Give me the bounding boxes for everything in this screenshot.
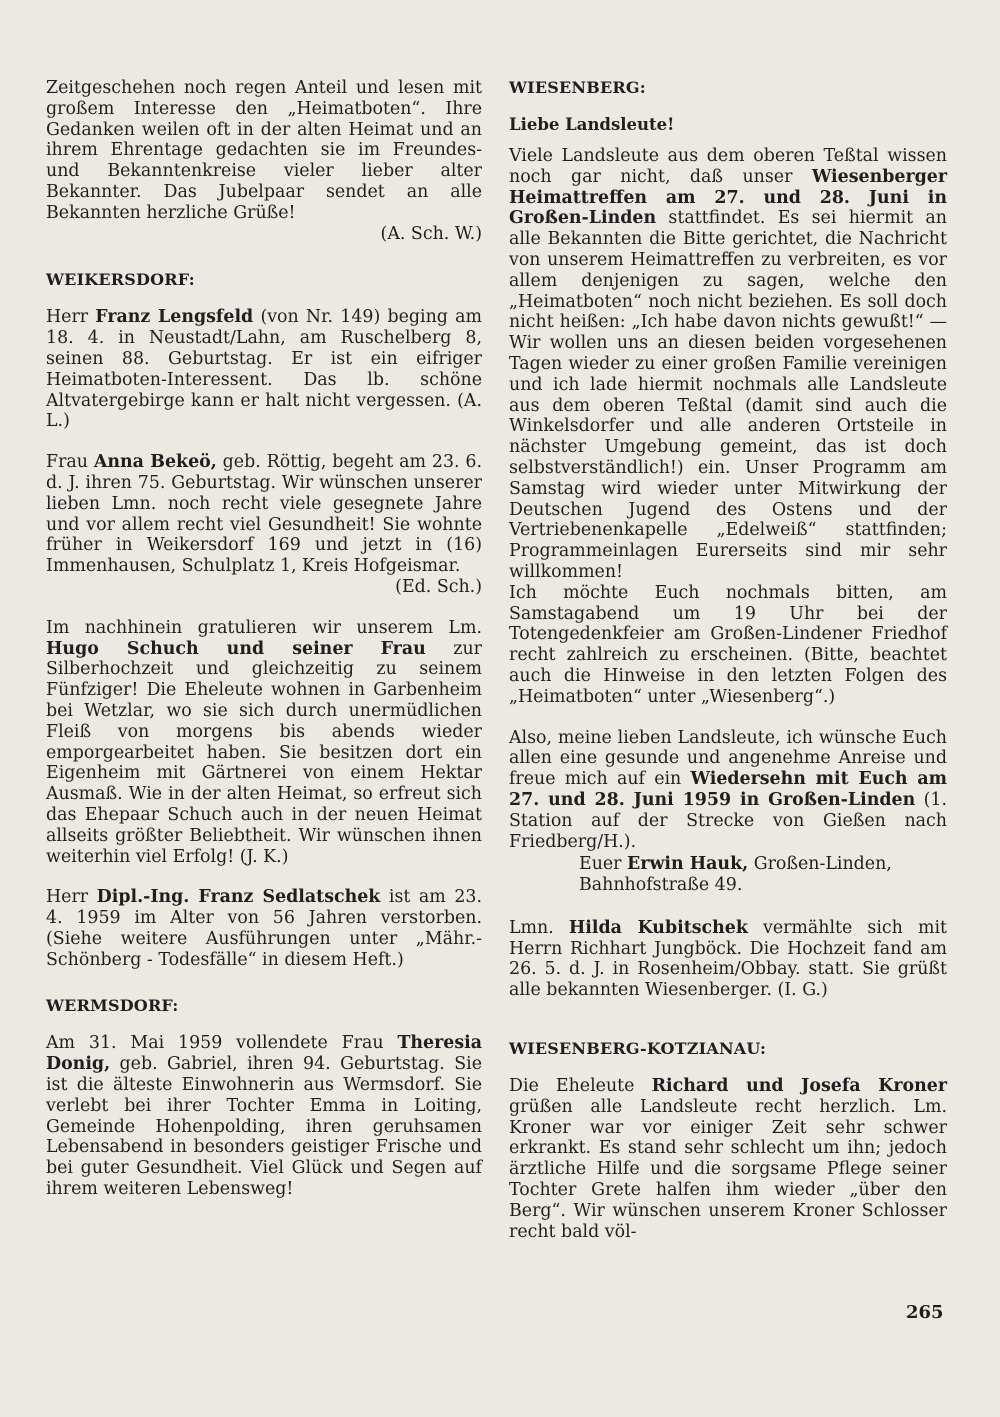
entry-text: vermählte sich mit Herrn Richhart Jungböck. Die Hochzeit fand am 26. 5. d. J. in Rosenheim/Obbay. statt. Sie grüßt alle bekannten Wiesenberger. (I. G.) [509, 917, 947, 1001]
intro-paragraph [46, 78, 482, 224]
entry-donig [46, 1033, 482, 1199]
entry-kroner [509, 1076, 947, 1242]
intro-signature: (A. Sch. W.) [380, 223, 482, 244]
entry-text: grüßen alle Landsleute recht herzlich. Lm. Kroner war vor einiger Zeit sehr schwer erkrankt. Es stand sehr schlecht um ihn; jedoch ärztliche Hilfe und die sorgsame Pflege seiner Tochter Grete halfen ihm wieder „über den Berg“. Wir wünschen unserem Kroner Schlosser recht bald völ- [509, 1096, 947, 1242]
heading-weikersdorf: WEIKERSDORF: [46, 270, 195, 290]
entry-lengsfeld [46, 307, 482, 432]
heading-wiesenberg-kotzianau: WIESENBERG-KOTZIANAU: [509, 1039, 767, 1059]
heading-wermsdorf: WERMSDORF: [46, 996, 179, 1016]
page-number: 265 [906, 1302, 944, 1323]
entry-text: zur Silberhochzeit und gleichzeitig zu seinem Fünfziger! Die Eheleute wohnen in Garbenheim bei Wetzlar, wo sie sich durch unermüdlichen Fleiß von morgens bis abends wieder emporgearbeitet haben. Sie besitzen dort ein Eigenheim mit Gärtnerei von einem Hektar Ausmaß. Wie in der alten Heimat, so erfreut sich das Ehepaar Schuch auch in der neuen Heimat allseits größter Beliebtheit. Wir wünschen ihnen weiterhin viel Erfolg! (J. K.) [46, 638, 482, 867]
entry-text: Lmn. [509, 917, 569, 938]
entry-text: Frau [46, 452, 94, 473]
entry-kubitschek [509, 918, 947, 1001]
entry-text: geb. Röttig, begeht am 23. 6. d. J. ihren 75. Geburtstag. Wir wünschen unserer lieben Lmn. noch recht viele gesegnete Jahre und vor allem recht viel Gesundheit! Sie wohnte früher in Weikersdorf 169 und jetzt in (16) Immenhausen, Schulplatz 1, Kreis Hofgeismar. [46, 452, 483, 577]
entry-sedlatschek [46, 887, 482, 970]
left-column [46, 78, 482, 1220]
event-highlight: Wiesenberger Heimattreffen am 27. und 28. Juni in Großen-Linden [509, 166, 947, 229]
entry-text: (von Nr. 149) beging am 18. 4. in Neustadt/Lahn, am Ruschelberg 8, seinen 88. Geburtstag. Er ist ein eifriger Heimatboten-Interessent. Das lb. schöne Altvatergebirge kann er halt nicht vergessen. (A. L.) [46, 307, 482, 432]
letter-paragraph-1 [509, 146, 947, 583]
closing-text: Großen-Linden, Bahnhofstraße 49. [579, 854, 892, 896]
closing-text: Euer [579, 854, 628, 875]
intro-text: Zeitgeschehen noch regen Anteil und lesen mit großem Interesse den „Heimatboten“. Ihre Gedanken weilen oft in der alten Heimat und an ihrem Ehrentage gedachten sie im Freundes- und Bekanntenkreise vieler lieber alter Bekannter. Das Jubelpaar sendet an alle Bekannten herzliche Grüße! [46, 78, 482, 223]
entry-text: Herr [46, 887, 97, 908]
right-column [509, 78, 947, 1262]
entry-bekeo [46, 452, 482, 577]
bekeo-signature: (Ed. Sch.) [395, 576, 482, 597]
person-name: Theresia Donig, [46, 1033, 482, 1075]
letter-paragraph-2 [509, 583, 947, 708]
person-name: Hilda Kubitschek [568, 917, 748, 938]
entry-schuch [46, 618, 482, 868]
entry-text: Herr [46, 307, 96, 328]
letter-text: stattfindet. Es sei hiermit an alle Bekannten die Bitte gerichtet, die Nachricht von unserem Heimattreffen zu verbreiten, es vor allem denjenigen zu sagen, welche den „Heimatboten“ noch nicht beziehen. Es soll doch nicht heißen: „Ich habe davon nichts gewußt!“ — Wir wollen uns an diesen beiden vorgesehenen Tagen wieder zu einer großen Familie vereinigen und ich lade hiermit nochmals alle Landsleute aus dem oberen Teßtal (damit sind auch die Winkelsdorfer und alle anderen Ortsteile in nächster Umgebung gemeint, das ist doch selbstverständlich!) ein. Unser Programm am Samstag wird wieder unter Mitwirkung der Deutschen Jugend des Ostens und der Vertriebenenkapelle „Edelweiß“ stattfinden; Programmeinlagen Eurerseits sind mir sehr willkommen! [509, 208, 947, 582]
letter-text: Also, meine lieben Landsleute, ich wünsche Euch allen eine gesunde und angenehme Anreise und freue mich auf ein [509, 727, 947, 790]
entry-text: Im nachhinein gratulieren wir unserem Lm. [46, 617, 482, 638]
entry-text: geb. Gabriel, ihren 94. Geburtstag. Sie ist die älteste Einwohnerin aus Wermsdorf. Sie verlebt bei ihrer Tochter Emma in Loiting, Gemeinde Hohenpolding, ihren geruhsamen Lebensabend in besonders geistiger Frische und bei guter Gesundheit. Viel Glück und Segen auf ihrem weiteren Lebensweg! [46, 1054, 482, 1200]
entry-text: Die Eheleute [509, 1076, 652, 1097]
person-name: Hugo Schuch und seiner Frau [46, 638, 426, 659]
letter-text: (1. Station auf der Strecke von Gießen nach Friedberg/H.). [509, 789, 947, 852]
person-name: Anna Bekeö, [93, 452, 217, 473]
person-name: Franz Lengsfeld [95, 307, 254, 328]
heading-wiesenberg: WIESENBERG: [509, 78, 646, 97]
letter-closing [579, 854, 947, 896]
person-name: Richard und Josefa Kroner [651, 1076, 947, 1097]
entry-text: ist am 23. 4. 1959 im Alter von 56 Jahren verstorben. (Siehe weitere Ausführungen unter „Mähr.- Schönberg - Todesfälle“ in diesem Heft.) [46, 887, 482, 970]
author-name: Erwin Hauk, [627, 854, 749, 875]
letter-text: Viele Landsleute aus dem oberen Teßtal wissen noch gar nicht, daß unser [509, 146, 947, 187]
letter-paragraph-3 [509, 728, 947, 853]
event-highlight: Wiedersehn mit Euch am 27. und 28. Juni 1959 in Großen-Linden [509, 769, 947, 810]
person-name: Dipl.-Ing. Franz Sedlatschek [96, 887, 381, 908]
entry-text: Am 31. Mai 1959 vollendete Frau [46, 1033, 398, 1054]
letter-text: Ich möchte Euch nochmals bitten, am Samstagabend um 19 Uhr bei der Totengedenkfeier am Großen-Lindener Friedhof recht zahlreich zu erscheinen. (Bitte, beachtet auch die Hinweise in den letzten Folgen des „Heimatboten“ unter „Wiesenberg“.) [509, 582, 947, 707]
salutation: Liebe Landsleute! [509, 115, 675, 134]
